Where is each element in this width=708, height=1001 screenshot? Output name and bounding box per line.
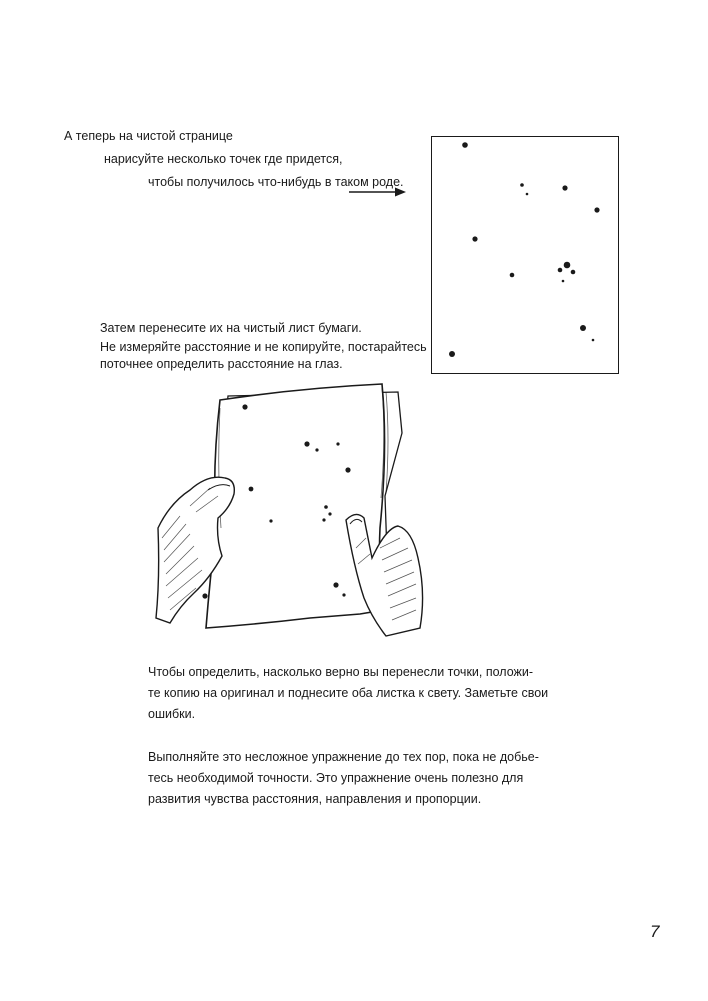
hands-holding-paper-illustration [150, 378, 430, 648]
transfer-line-3: поточнее определить расстояние на глаз. [100, 357, 343, 371]
scattered-dots-illustration [432, 137, 620, 375]
check-paragraph [148, 662, 548, 725]
intro-line-3: чтобы получилось что-нибудь в таком роде. [148, 175, 404, 189]
check-line-2: те копию на оригинал и поднесите оба листка к свету. Заметьте свои [148, 686, 549, 700]
practice-paragraph [148, 747, 539, 810]
transfer-line-2: Не измеряйте расстояние и не копируйте, постарайтесь [100, 340, 427, 354]
transfer-line-1: Затем перенесите их на чистый лист бумаги. [100, 321, 362, 335]
check-line-1: Чтобы определить, насколько верно вы перенесли точки, положи- [148, 665, 534, 679]
practice-line-3: развития чувства расстояния, направления и пропорции. [148, 792, 482, 806]
intro-line-2: нарисуйте несколько точек где придется, [104, 152, 343, 166]
dot-example-frame [431, 136, 619, 374]
intro-line-1: А теперь на чистой странице [64, 129, 233, 143]
practice-line-2: тесь необходимой точности. Это упражнение очень полезно для [148, 771, 524, 785]
practice-line-1: Выполняйте это несложное упражнение до тех пор, пока не добье- [148, 750, 539, 764]
check-line-3: ошибки. [148, 707, 196, 721]
arrow-right-icon [349, 186, 407, 198]
page-number: 7 [650, 922, 660, 941]
